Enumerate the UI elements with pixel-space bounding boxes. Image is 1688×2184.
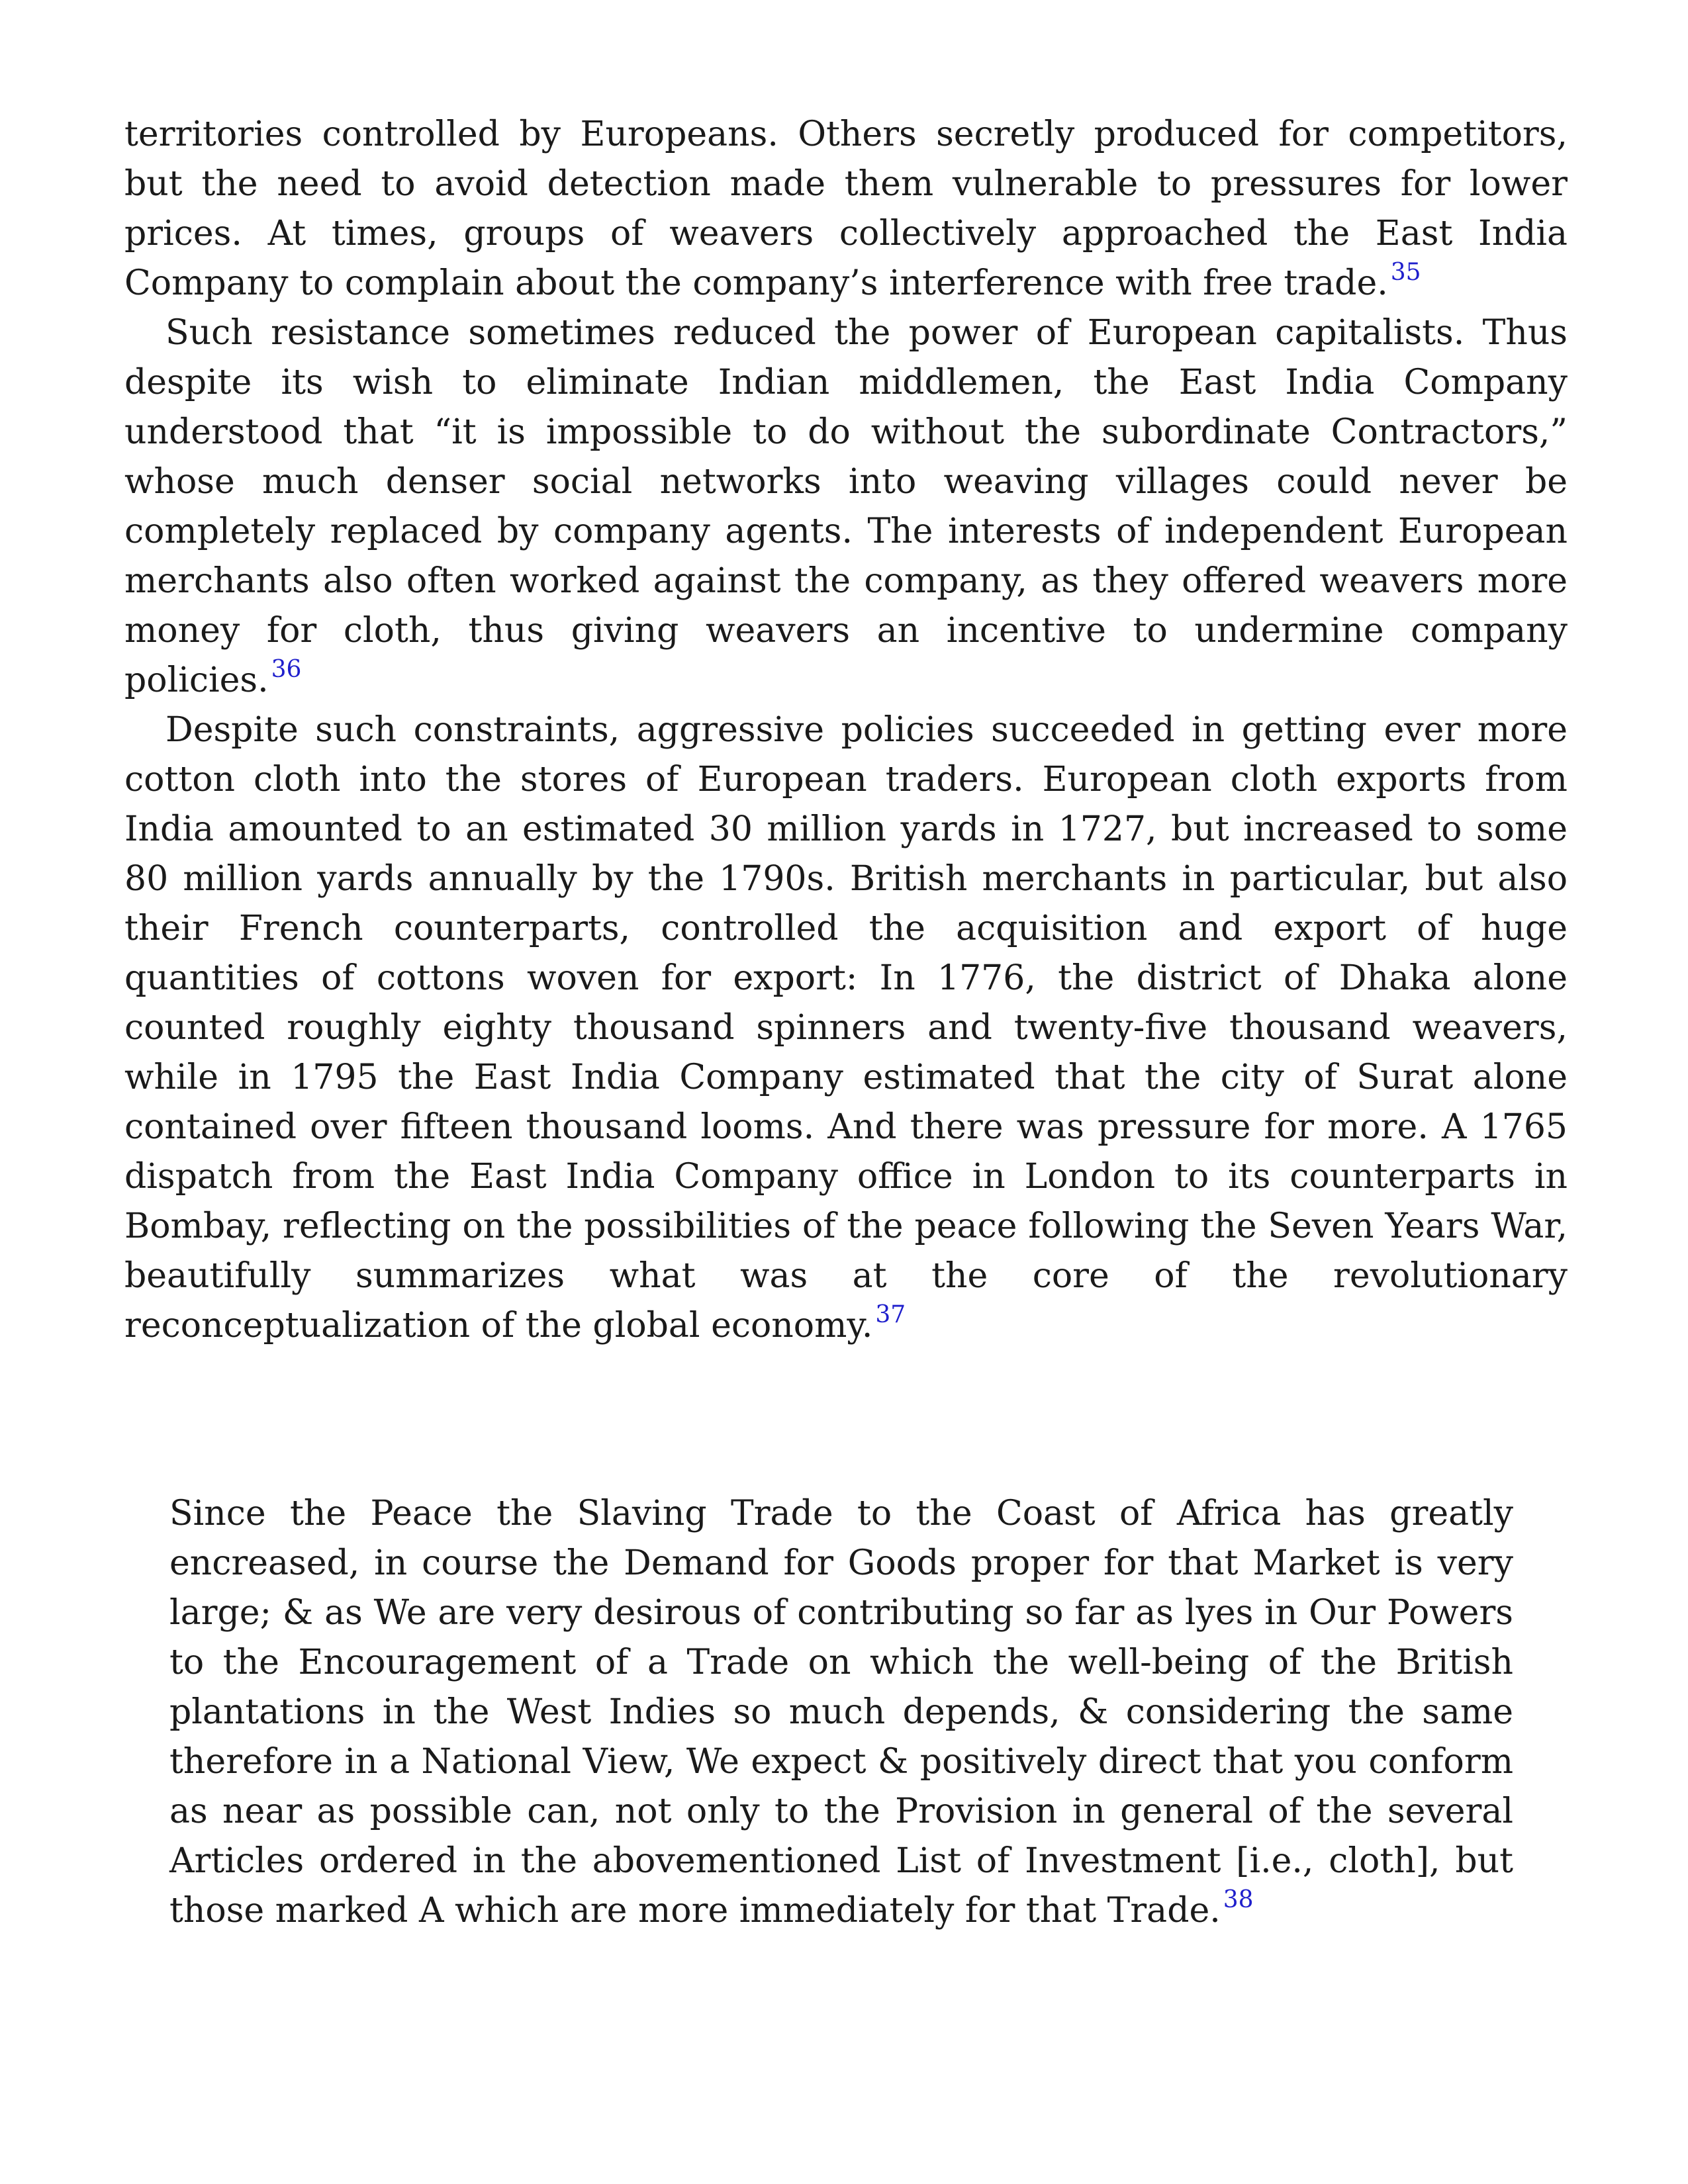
paragraph-text: territories controlled by Europeans. Others secretly produced for competitors, but the need to avoid detection made them vulnerable to pressures for lower prices. At times, groups of weavers collectively approached the East India Company to complain about the company’s interference with free trade. bbox=[124, 114, 1568, 303]
paragraph-text: Despite such constraints, aggressive policies succeeded in getting ever more cotton cloth into the stores of European traders. European cloth exports from India amounted to an estimated 30 million yards in 1727, but increased to some 80 million yards annually by the 1790s. British merchants in particular, but also their French counterparts, controlled the acquisition and export of huge quantities of cottons woven for export: In 1776, the district of Dhaka alone counted roughly eighty thousand spinners and twenty-five thousand weavers, while in 1795 the East India Company estimated that the city of Surat alone contained over fifteen thousand looms. And there was pressure for more. A 1765 dispatch from the East India Company office in London to its counterparts in Bombay, reflecting on the possibilities of the peace following the Seven Years War, beautifully summarizes what was at the core of the revolutionary reconceptualization of the global economy. bbox=[124, 710, 1568, 1345]
paragraph-resistance bbox=[124, 308, 1568, 705]
quotation-paragraph bbox=[169, 1489, 1513, 1936]
footnote-link[interactable]: 37 bbox=[875, 1301, 906, 1328]
block-quotation bbox=[169, 1489, 1513, 1936]
footnote-link[interactable]: 36 bbox=[271, 656, 302, 683]
paragraph-constraints bbox=[124, 705, 1568, 1351]
quotation-text: Since the Peace the Slaving Trade to the Coast of Africa has greatly encreased, in course the Demand for Goods proper for that Market is very large; & as We are very desirous of contributing so far as lyes in Our Powers to the Encouragement of a Trade on which the well-being of the British plantations in the West Indies so much depends, & considering the same therefore in a National View, We expect & positively direct that you conform as near as possible can, not only to the Provision in general of the several Articles ordered in the abovementioned List of Investment [i.e., cloth], but those marked A which are more immediately for that Trade. bbox=[169, 1494, 1513, 1931]
footnote-link[interactable]: 35 bbox=[1390, 259, 1421, 286]
main-text bbox=[124, 110, 1568, 1351]
paragraph-continued bbox=[124, 110, 1568, 308]
paragraph-text: Such resistance sometimes reduced the power of European capitalists. Thus despite its wish to eliminate Indian middlemen, the East India Company understood that “it is impossible to do without the subordinate Contractors,” whose much denser social networks into weaving villages could never be completely replaced by company agents. The interests of independent European merchants also often worked against the company, as they offered weavers more money for cloth, thus giving weavers an incentive to undermine company policies. bbox=[124, 313, 1568, 700]
footnote-link[interactable]: 38 bbox=[1223, 1886, 1254, 1913]
